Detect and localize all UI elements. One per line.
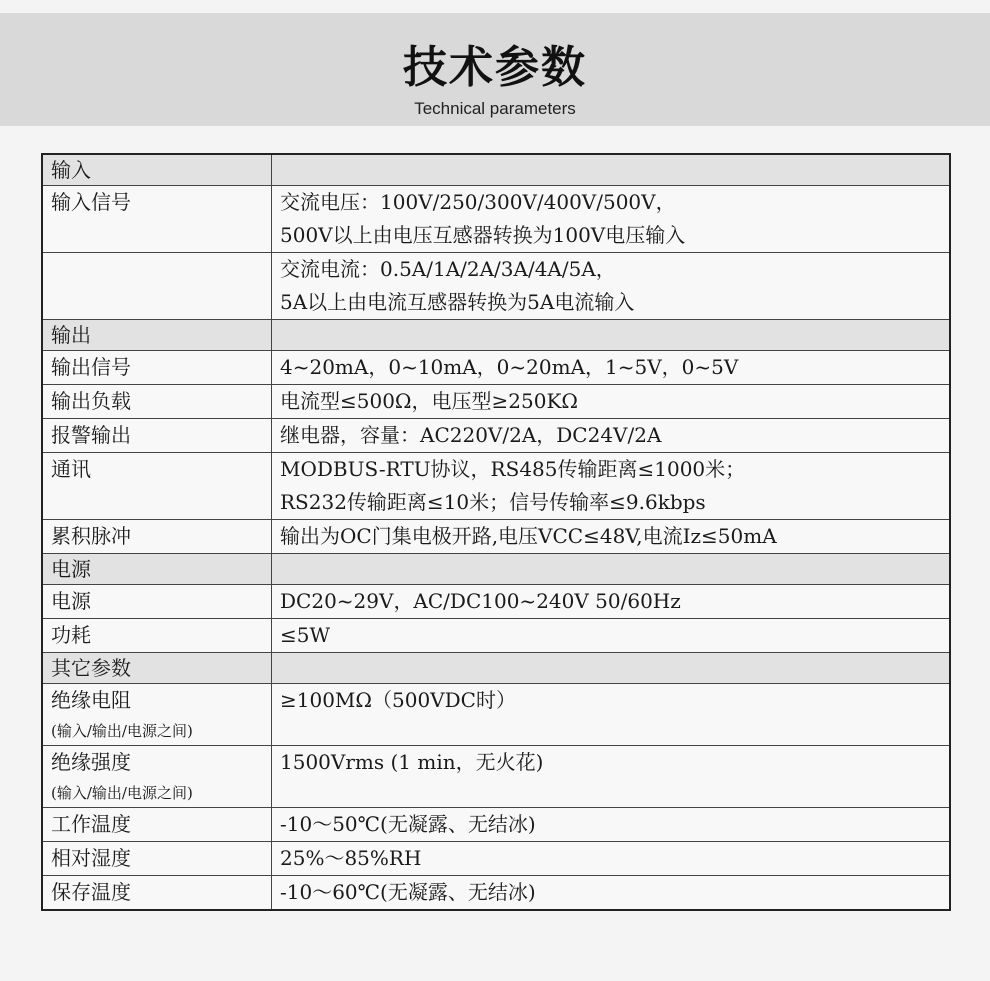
param-value-line: 输出为OC门集电极开路,电压VCC≤48V,电流Iz≤50mA [280,524,777,548]
param-value-cell [272,554,951,585]
param-value-cell [272,320,951,351]
table-row [42,351,950,385]
section-row [42,154,950,186]
param-label: 工作温度 [51,812,131,836]
param-label-cell [42,385,272,419]
table-row [42,876,950,911]
param-label: 电源 [51,589,91,613]
param-value-cell [272,746,951,808]
section-label: 其它参数 [51,656,131,680]
param-value-line: ≥100MΩ（500VDC时） [280,688,516,712]
param-label: 绝缘强度 [51,750,131,774]
param-value-cell [272,653,951,684]
param-label: 通讯 [51,457,91,481]
param-value-cell [272,419,951,453]
param-label-cell [42,808,272,842]
param-value-line: 交流电压：100V/250/300V/400V/500V， [280,190,676,214]
table-row [42,385,950,419]
param-value-line: MODBUS-RTU协议，RS485传输距离≤1000米； [280,457,746,481]
param-value-cell [272,186,951,253]
param-label: 功耗 [51,623,91,647]
param-label: 输出信号 [51,355,131,379]
param-label-cell [42,453,272,520]
param-value-line: 500V以上由电压互感器转换为100V电压输入 [280,223,686,247]
param-value-cell [272,453,951,520]
section-label-cell [42,154,272,186]
table-row [42,619,950,653]
page-title: 技术参数 [403,42,587,93]
param-label: 绝缘电阻 [51,688,131,712]
param-label-cell [42,186,272,253]
param-value-cell [272,585,951,619]
param-label-cell [42,684,272,746]
header-banner [0,13,990,126]
table-row [42,253,950,320]
param-value-line: RS232传输距离≤10米；信号传输率≤9.6kbps [280,490,706,514]
section-label-cell [42,554,272,585]
parameters-table-wrapper [41,153,951,911]
table-row [42,585,950,619]
param-value-line: 继电器，容量：AC220V/2A，DC24V/2A [280,423,662,447]
section-label: 电源 [51,557,91,581]
parameters-table-body [42,154,950,910]
table-row [42,186,950,253]
param-value-line: 1500Vrms (1 min，无火花) [280,750,544,774]
param-value-line: 4~20mA，0~10mA，0~20mA，1~5V，0~5V [280,355,739,379]
param-label: 报警输出 [51,423,131,447]
param-label: 输入信号 [51,190,131,214]
table-row [42,684,950,746]
param-value-line: -10～50℃(无凝露、无结冰) [280,812,536,836]
param-label-note: (输入/输出/电源之间) [51,784,193,802]
page-subtitle: Technical parameters [414,99,576,118]
table-row [42,746,950,808]
param-value-cell [272,154,951,186]
param-label: 输出负载 [51,389,131,413]
param-value-cell [272,842,951,876]
param-label-cell [42,876,272,911]
table-row [42,842,950,876]
param-value-cell [272,684,951,746]
section-label: 输入 [51,158,91,182]
param-label-cell [42,619,272,653]
param-value-line: 交流电流：0.5A/1A/2A/3A/4A/5A， [280,257,616,281]
param-label-cell [42,746,272,808]
table-row [42,808,950,842]
section-label-cell [42,320,272,351]
param-value-line: 5A以上由电流互感器转换为5A电流输入 [280,290,635,314]
param-value-line: 电流型≤500Ω，电压型≥250KΩ [280,389,578,413]
param-label-cell [42,842,272,876]
param-value-cell [272,385,951,419]
param-label-cell [42,253,272,320]
param-value-line: 25%～85%RH [280,846,422,870]
param-label-cell [42,520,272,554]
section-row [42,653,950,684]
param-value-cell [272,520,951,554]
param-value-line: -10～60℃(无凝露、无结冰) [280,880,536,904]
param-label-cell [42,585,272,619]
param-value-cell [272,619,951,653]
table-row [42,520,950,554]
param-value-cell [272,876,951,911]
param-value-cell [272,351,951,385]
param-label: 保存温度 [51,880,131,904]
param-label-cell [42,351,272,385]
param-value-cell [272,808,951,842]
param-label-cell [42,419,272,453]
section-row [42,320,950,351]
param-label: 相对湿度 [51,846,131,870]
param-value-line: ≤5W [280,623,331,647]
table-row [42,453,950,520]
table-row [42,419,950,453]
param-label-note: (输入/输出/电源之间) [51,722,193,740]
section-row [42,554,950,585]
param-value-line: DC20~29V，AC/DC100~240V 50/60Hz [280,589,681,613]
parameters-table [41,153,951,911]
param-value-cell [272,253,951,320]
section-label-cell [42,653,272,684]
param-label: 累积脉冲 [51,524,131,548]
section-label: 输出 [51,323,91,347]
